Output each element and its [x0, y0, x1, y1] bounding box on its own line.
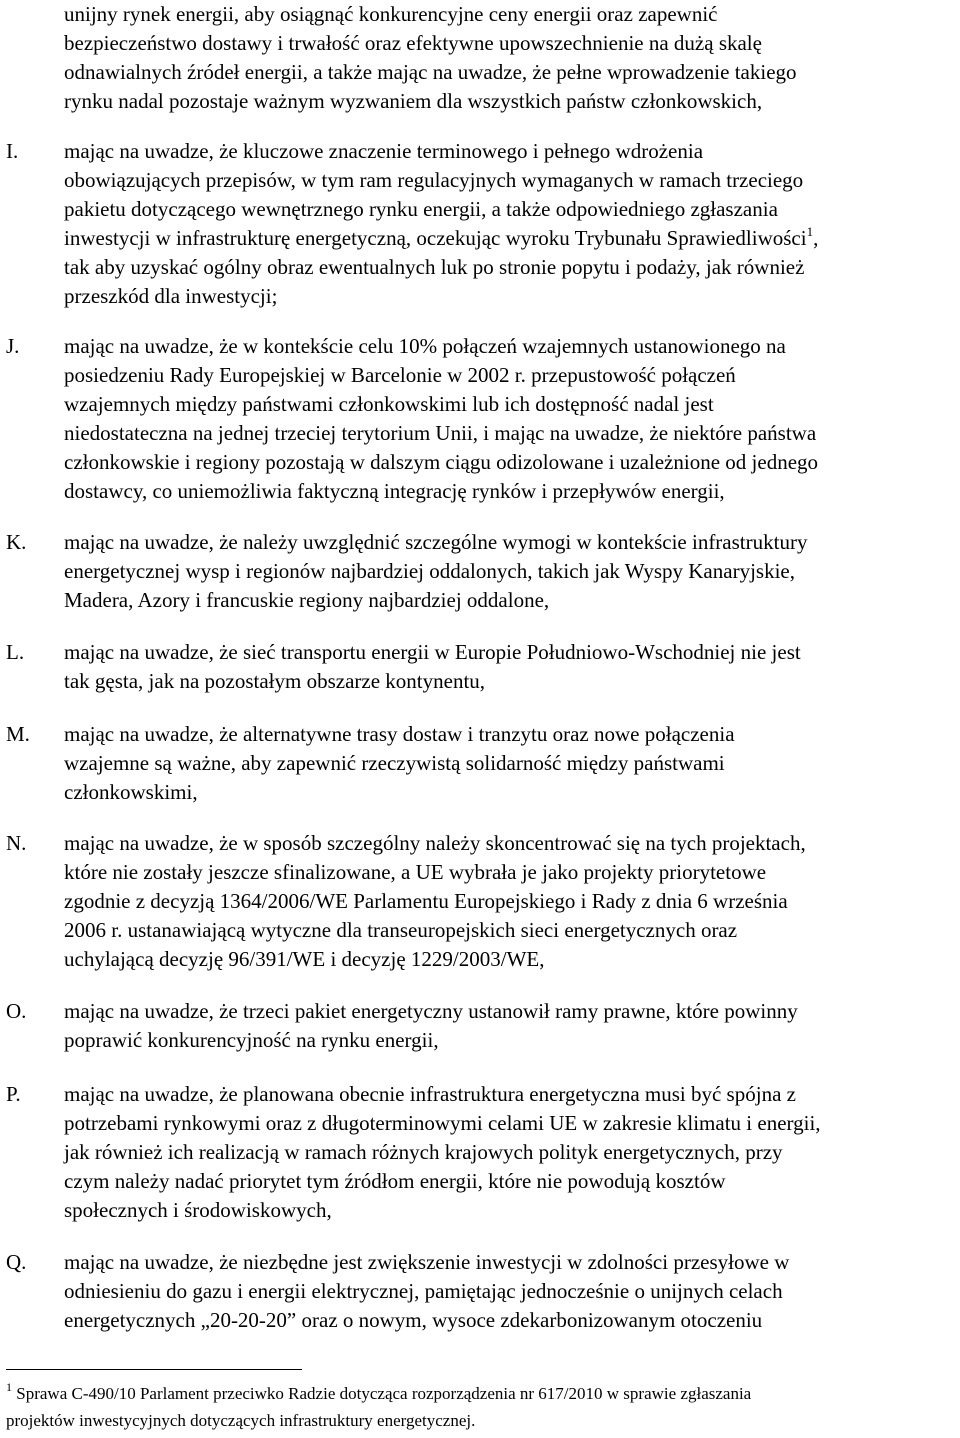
recital-text — [64, 137, 956, 311]
text-line: energetycznych „20-20-20” oraz o nowym, wysoce zdekarbonizowanym otoczeniu — [64, 1308, 763, 1332]
recital-letter: Q. — [6, 1250, 27, 1274]
text-line: uchylającą decyzję 96/391/WE i decyzję 1229/2003/WE, — [64, 947, 545, 971]
text-line: społecznych i środowiskowych, — [64, 1198, 332, 1222]
recital-text — [64, 1080, 956, 1225]
recital-text — [64, 829, 956, 974]
text-line: jak również ich realizacją w ramach różnych krajowych polityk energetycznych, przy — [64, 1140, 783, 1164]
text-line-part: inwestycji w infrastrukturę energetyczną, oczekując wyroku Trybunału Sprawiedliwości — [64, 226, 807, 250]
footnote — [6, 1380, 956, 1434]
text-line: czym należy nadać priorytet tym źródłom energii, które nie powodują kosztów — [64, 1169, 726, 1193]
intro-paragraph — [64, 0, 954, 116]
text-line: członkowskie i regiony pozostają w dalszym ciągu odizolowane i uzależnione od jednego — [64, 450, 819, 474]
text-line: unijny rynek energii, aby osiągnąć konkurencyjne ceny energii oraz zapewnić — [64, 2, 718, 26]
text-line: zgodnie z decyzją 1364/2006/WE Parlamentu Europejskiego i Rady z dnia 6 września — [64, 889, 788, 913]
text-line: członkowskimi, — [64, 780, 198, 804]
text-line: odnawialnych źródeł energii, a także mając na uwadze, że pełne wprowadzenie takiego — [64, 60, 797, 84]
text-line: obowiązujących przepisów, w tym ram regulacyjnych wymaganych w ramach trzeciego — [64, 168, 804, 192]
text-line: mając na uwadze, że trzeci pakiet energetyczny ustanowił ramy prawne, które powinny — [64, 999, 798, 1023]
text-line: wzajemnych między państwami członkowskimi lub ich dostępność nadal jest — [64, 392, 714, 416]
recital-text — [64, 997, 956, 1055]
recital-text — [64, 332, 956, 506]
text-line: mając na uwadze, że niezbędne jest zwiększenie inwestycji w zdolności przesyłowe w — [64, 1250, 790, 1274]
text-line: 2006 r. ustanawiającą wytyczne dla transeuropejskich sieci energetycznych oraz — [64, 918, 738, 942]
text-line: mając na uwadze, że sieć transportu energii w Europie Południowo-Wschodniej nie jest — [64, 640, 801, 664]
text-line: mając na uwadze, że w sposób szczególny należy skoncentrować się na tych projektach, — [64, 831, 806, 855]
text-line: które nie zostały jeszcze sfinalizowane, a UE wybrała je jako projekty priorytetowe — [64, 860, 767, 884]
text-line — [64, 224, 956, 253]
text-line — [6, 1380, 956, 1407]
text-line: potrzebami rynkowymi oraz z długoterminowymi celami UE w zakresie klimatu i energii, — [64, 1111, 821, 1135]
text-line: bezpieczeństwo dostawy i trwałość oraz efektywne upowszechnienie na dużą skalę — [64, 31, 762, 55]
text-line: Madera, Azory i francuskie regiony najbardziej oddalone, — [64, 588, 550, 612]
footnote-number: 1 — [6, 1380, 12, 1394]
recital-text — [64, 720, 956, 807]
text-line: niedostateczna na jednej trzeciej terytorium Unii, i mając na uwadze, że niektóre państwa — [64, 421, 817, 445]
text-line: poprawić konkurencyjność na rynku energii, — [64, 1028, 439, 1052]
text-line: rynku nadal pozostaje ważnym wyzwaniem dla wszystkich państw członkowskich, — [64, 89, 763, 113]
footnote-text-line: projektów inwestycyjnych dotyczących infrastruktury energetycznej. — [6, 1411, 476, 1430]
footnote-reference[interactable]: 1 — [806, 224, 814, 239]
footnote-text-line: Sprawa C-490/10 Parlament przeciwko Radzie dotycząca rozporządzenia nr 617/2010 w sprawie zgłaszania — [16, 1384, 752, 1403]
recital-letter: J. — [6, 334, 20, 358]
recital-letter: I. — [6, 139, 19, 163]
text-line: mając na uwadze, że w kontekście celu 10% połączeń wzajemnych ustanowionego na — [64, 334, 786, 358]
text-line: tak gęsta, jak na pozostałym obszarze kontynentu, — [64, 669, 486, 693]
footnote-separator — [6, 1369, 302, 1370]
recital-text — [64, 1248, 956, 1335]
text-line: wzajemne są ważne, aby zapewnić rzeczywistą solidarność między państwami — [64, 751, 725, 775]
recital-letter: L. — [6, 640, 25, 664]
recital-letter: M. — [6, 722, 30, 746]
text-line: mając na uwadze, że kluczowe znaczenie terminowego i pełnego wdrożenia — [64, 139, 704, 163]
text-line: mając na uwadze, że należy uwzględnić szczególne wymogi w kontekście infrastruktury — [64, 530, 808, 554]
text-line: pakietu dotyczącego wewnętrznego rynku energii, a także odpowiedniego zgłaszania — [64, 197, 778, 221]
recital-letter: P. — [6, 1082, 21, 1106]
recital-text — [64, 638, 956, 696]
text-line: przeszkód dla inwestycji; — [64, 284, 278, 308]
recital-letter: N. — [6, 831, 27, 855]
text-line: odniesieniu do gazu i energii elektrycznej, pamiętając jednocześnie o unijnych celach — [64, 1279, 783, 1303]
text-line: mając na uwadze, że planowana obecnie infrastruktura energetyczna musi być spójna z — [64, 1082, 796, 1106]
text-line: tak aby uzyskać ogólny obraz ewentualnych luk po stronie popytu i podaży, jak również — [64, 255, 805, 279]
text-line: mając na uwadze, że alternatywne trasy dostaw i tranzytu oraz nowe połączenia — [64, 722, 735, 746]
text-line: energetycznej wysp i regionów najbardziej oddalonych, takich jak Wyspy Kanaryjskie, — [64, 559, 795, 583]
recital-text — [64, 528, 956, 615]
recital-letter: O. — [6, 999, 27, 1023]
punctuation: , — [813, 226, 819, 250]
recital-letter: K. — [6, 530, 27, 554]
text-line: dostawcy, co uniemożliwia faktyczną integrację rynków i przepływów energii, — [64, 479, 725, 503]
text-line: posiedzeniu Rady Europejskiej w Barcelonie w 2002 r. przepustowość połączeń — [64, 363, 736, 387]
